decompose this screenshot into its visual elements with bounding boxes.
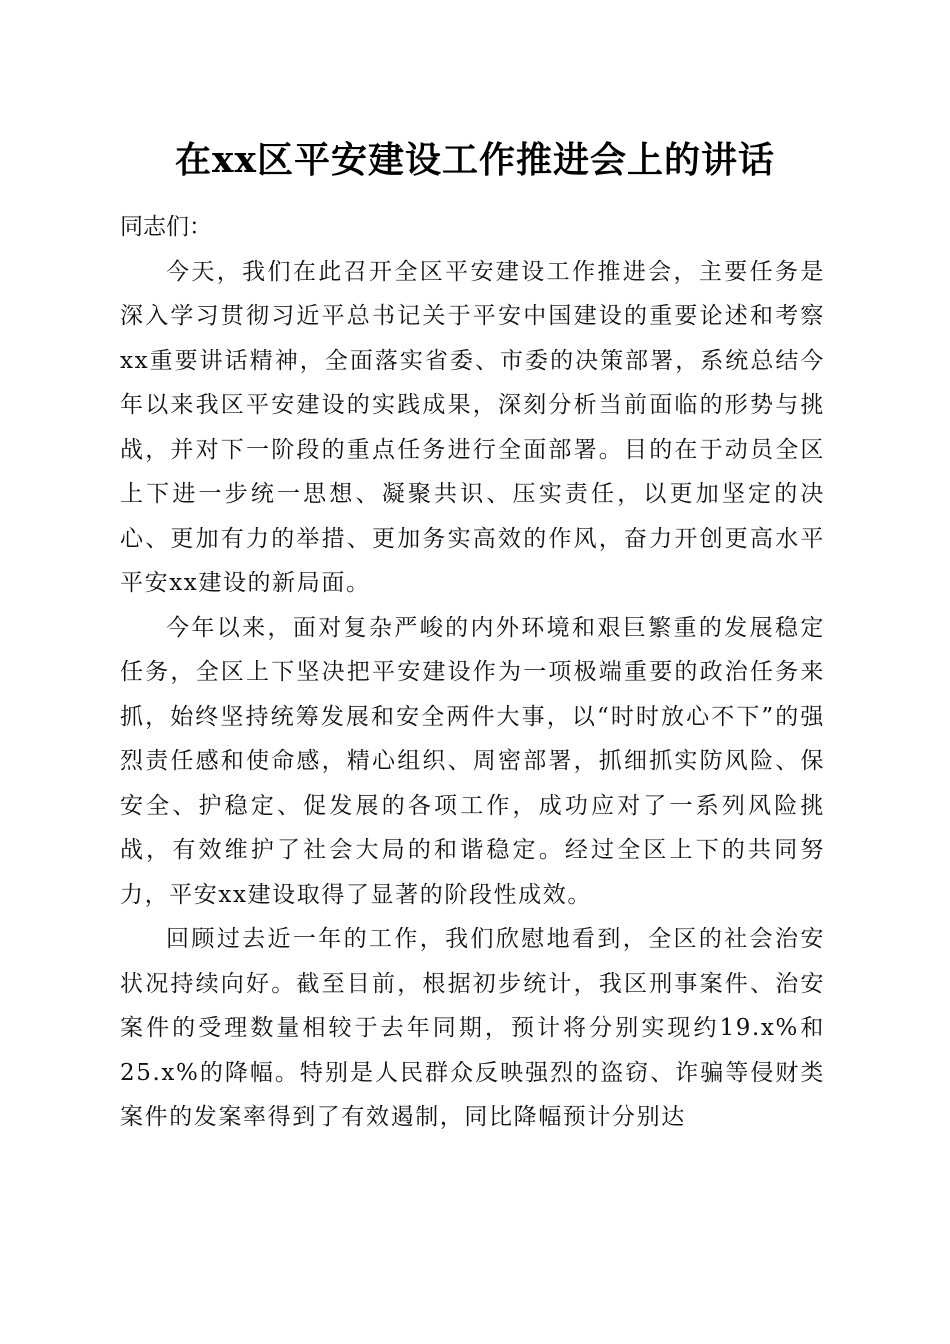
paragraph: 今年以来，面对复杂严峻的内外环境和艰巨繁重的发展稳定任务，全区上下坚决把平安建设作为一项极端重要的政治任务来抓，始终坚持统筹发展和安全两件大事，以“时时放心不下”的强烈责任感和使命感，精心组织、周密部署，抓细抓实防风险、保安全、护稳定、促发展的各项工作，成功应对了一系列风险挑战，有效维护了社会大局的和谐稳定。经过全区上下的共同努力，平安xx建设取得了显著的阶段性成效。 [120,614,825,908]
document-body [120,205,825,1140]
salutation: 同志们： [120,214,212,240]
document-title: 在xx区平安建设工作推进会上的讲话 [175,139,775,181]
paragraph: 回顾过去近一年的工作，我们欣慰地看到，全区的社会治安状况持续向好。截至目前，根据初步统计，我区刑事案件、治安案件的受理数量相较于去年同期，预计将分别实现约19.x%和25.x%的降幅。特别是人民群众反映强烈的盗窃、诈骗等侵财类案件的发案率得到了有效遏制，同比降幅预计分别达 [120,926,825,1130]
paragraph: 今天，我们在此召开全区平安建设工作推进会，主要任务是深入学习贯彻习近平总书记关于平安中国建设的重要论述和考察xx重要讲话精神，全面落实省委、市委的决策部署，系统总结今年以来我区平安建设的实践成果，深刻分析当前面临的形势与挑战，并对下一阶段的重点任务进行全面部署。目的在于动员全区上下进一步统一思想、凝聚共识、压实责任，以更加坚定的决心、更加有力的举措、更加务实高效的作风，奋力开创更高水平平安xx建设的新局面。 [120,258,825,596]
